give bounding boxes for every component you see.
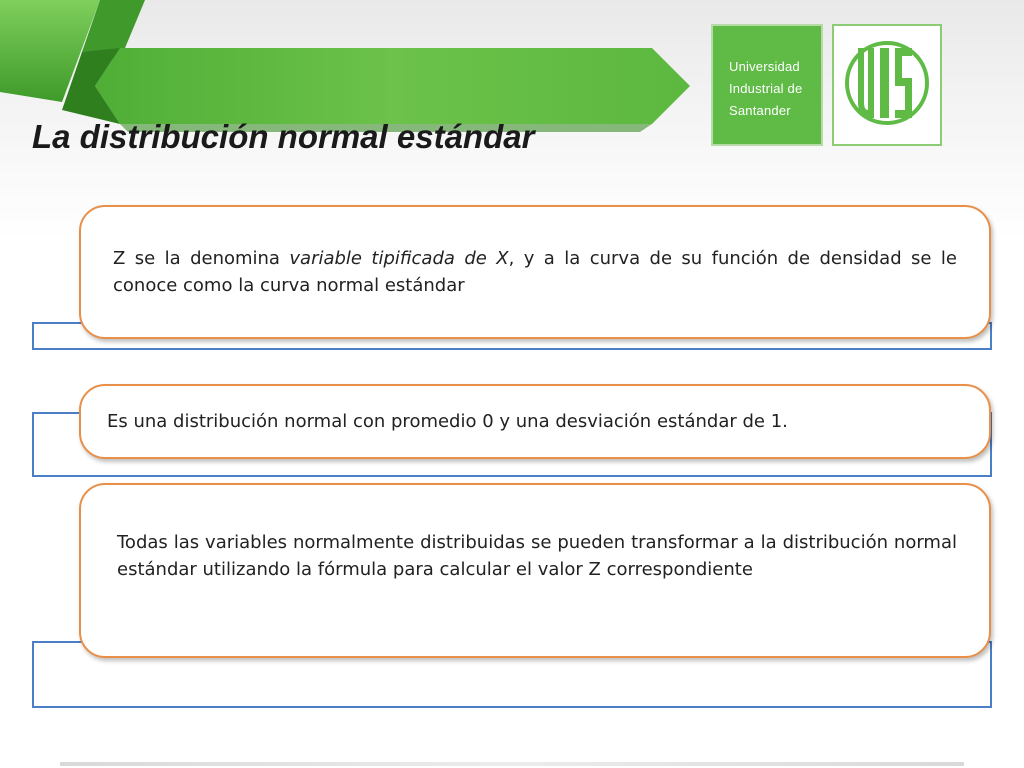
definition-text-end: , y a la curva de su función de densidad se le conoce como la curva normal estándar <box>113 248 957 296</box>
university-logo-text <box>711 24 823 146</box>
logo-line-3: Santander <box>729 103 791 118</box>
page-title: La distribución normal estándar <box>32 118 535 155</box>
transformation-text: Todas las variables normalmente distribuidas se pueden transformar a la distribución normal estándar utilizando la fórmula para calcular el valor Z correspondiente <box>117 532 957 580</box>
properties-text: Es una distribución normal con promedio 0 y una desviación estándar de 1. <box>107 411 788 432</box>
logo-line-2: Industrial de <box>729 81 803 96</box>
definition-text <box>113 245 957 299</box>
properties-card <box>79 384 991 459</box>
footer-strip <box>60 762 964 766</box>
transformation-card <box>79 483 991 658</box>
definition-card <box>79 205 991 339</box>
definition-emphasis: variable tipificada de X <box>289 248 509 269</box>
uis-mark-icon <box>834 26 940 144</box>
definition-text-start: Z se la denomina <box>113 248 290 269</box>
logo-line-1: Universidad <box>729 59 800 74</box>
uis-logo-mark <box>832 24 942 146</box>
